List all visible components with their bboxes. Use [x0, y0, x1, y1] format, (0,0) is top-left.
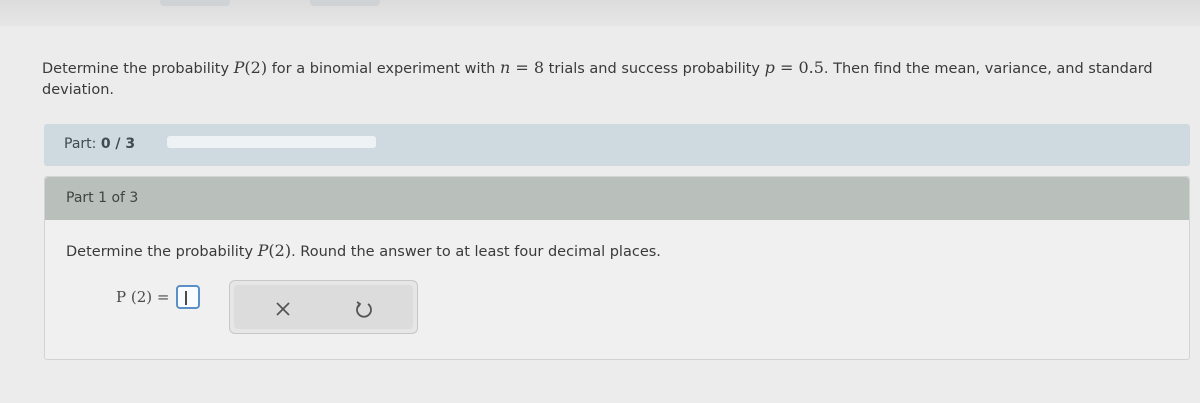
part-header — [45, 177, 1189, 220]
part-progress-bar — [44, 124, 1190, 166]
answer-tools-inner — [234, 285, 413, 329]
answer-tools — [229, 280, 418, 334]
question-p-expr: P(2) — [233, 58, 268, 77]
question-n: n = 8 — [499, 58, 545, 77]
answer-input[interactable] — [176, 285, 200, 309]
question-mid2: trials and success probability — [544, 61, 765, 77]
text-cursor — [185, 291, 187, 305]
progress-label: Part: 0 / 3 — [64, 136, 136, 152]
undo-icon — [351, 296, 377, 322]
question-p: p = 0.5 — [764, 58, 824, 77]
close-icon — [270, 296, 296, 322]
answer-label: P (2) = — [116, 288, 170, 306]
clear-button[interactable] — [270, 296, 296, 322]
part-card — [44, 176, 1190, 360]
top-tab — [310, 0, 380, 6]
question-pre: Determine the probability — [42, 61, 234, 77]
question-page — [0, 26, 1200, 403]
part-instruction: Determine the probability P(2). Round the answer to at least four decimal places. — [66, 241, 661, 260]
question-mid: for a binomial experiment with — [267, 61, 500, 77]
undo-button[interactable] — [351, 296, 377, 322]
progress-track — [167, 136, 376, 148]
question-text — [42, 57, 1172, 101]
browser-top-strip — [0, 0, 1200, 26]
part-title: Part 1 of 3 — [66, 190, 139, 206]
top-tab — [160, 0, 230, 6]
question-post: . Then find the mean, variance, and standard deviation. — [42, 61, 1153, 98]
